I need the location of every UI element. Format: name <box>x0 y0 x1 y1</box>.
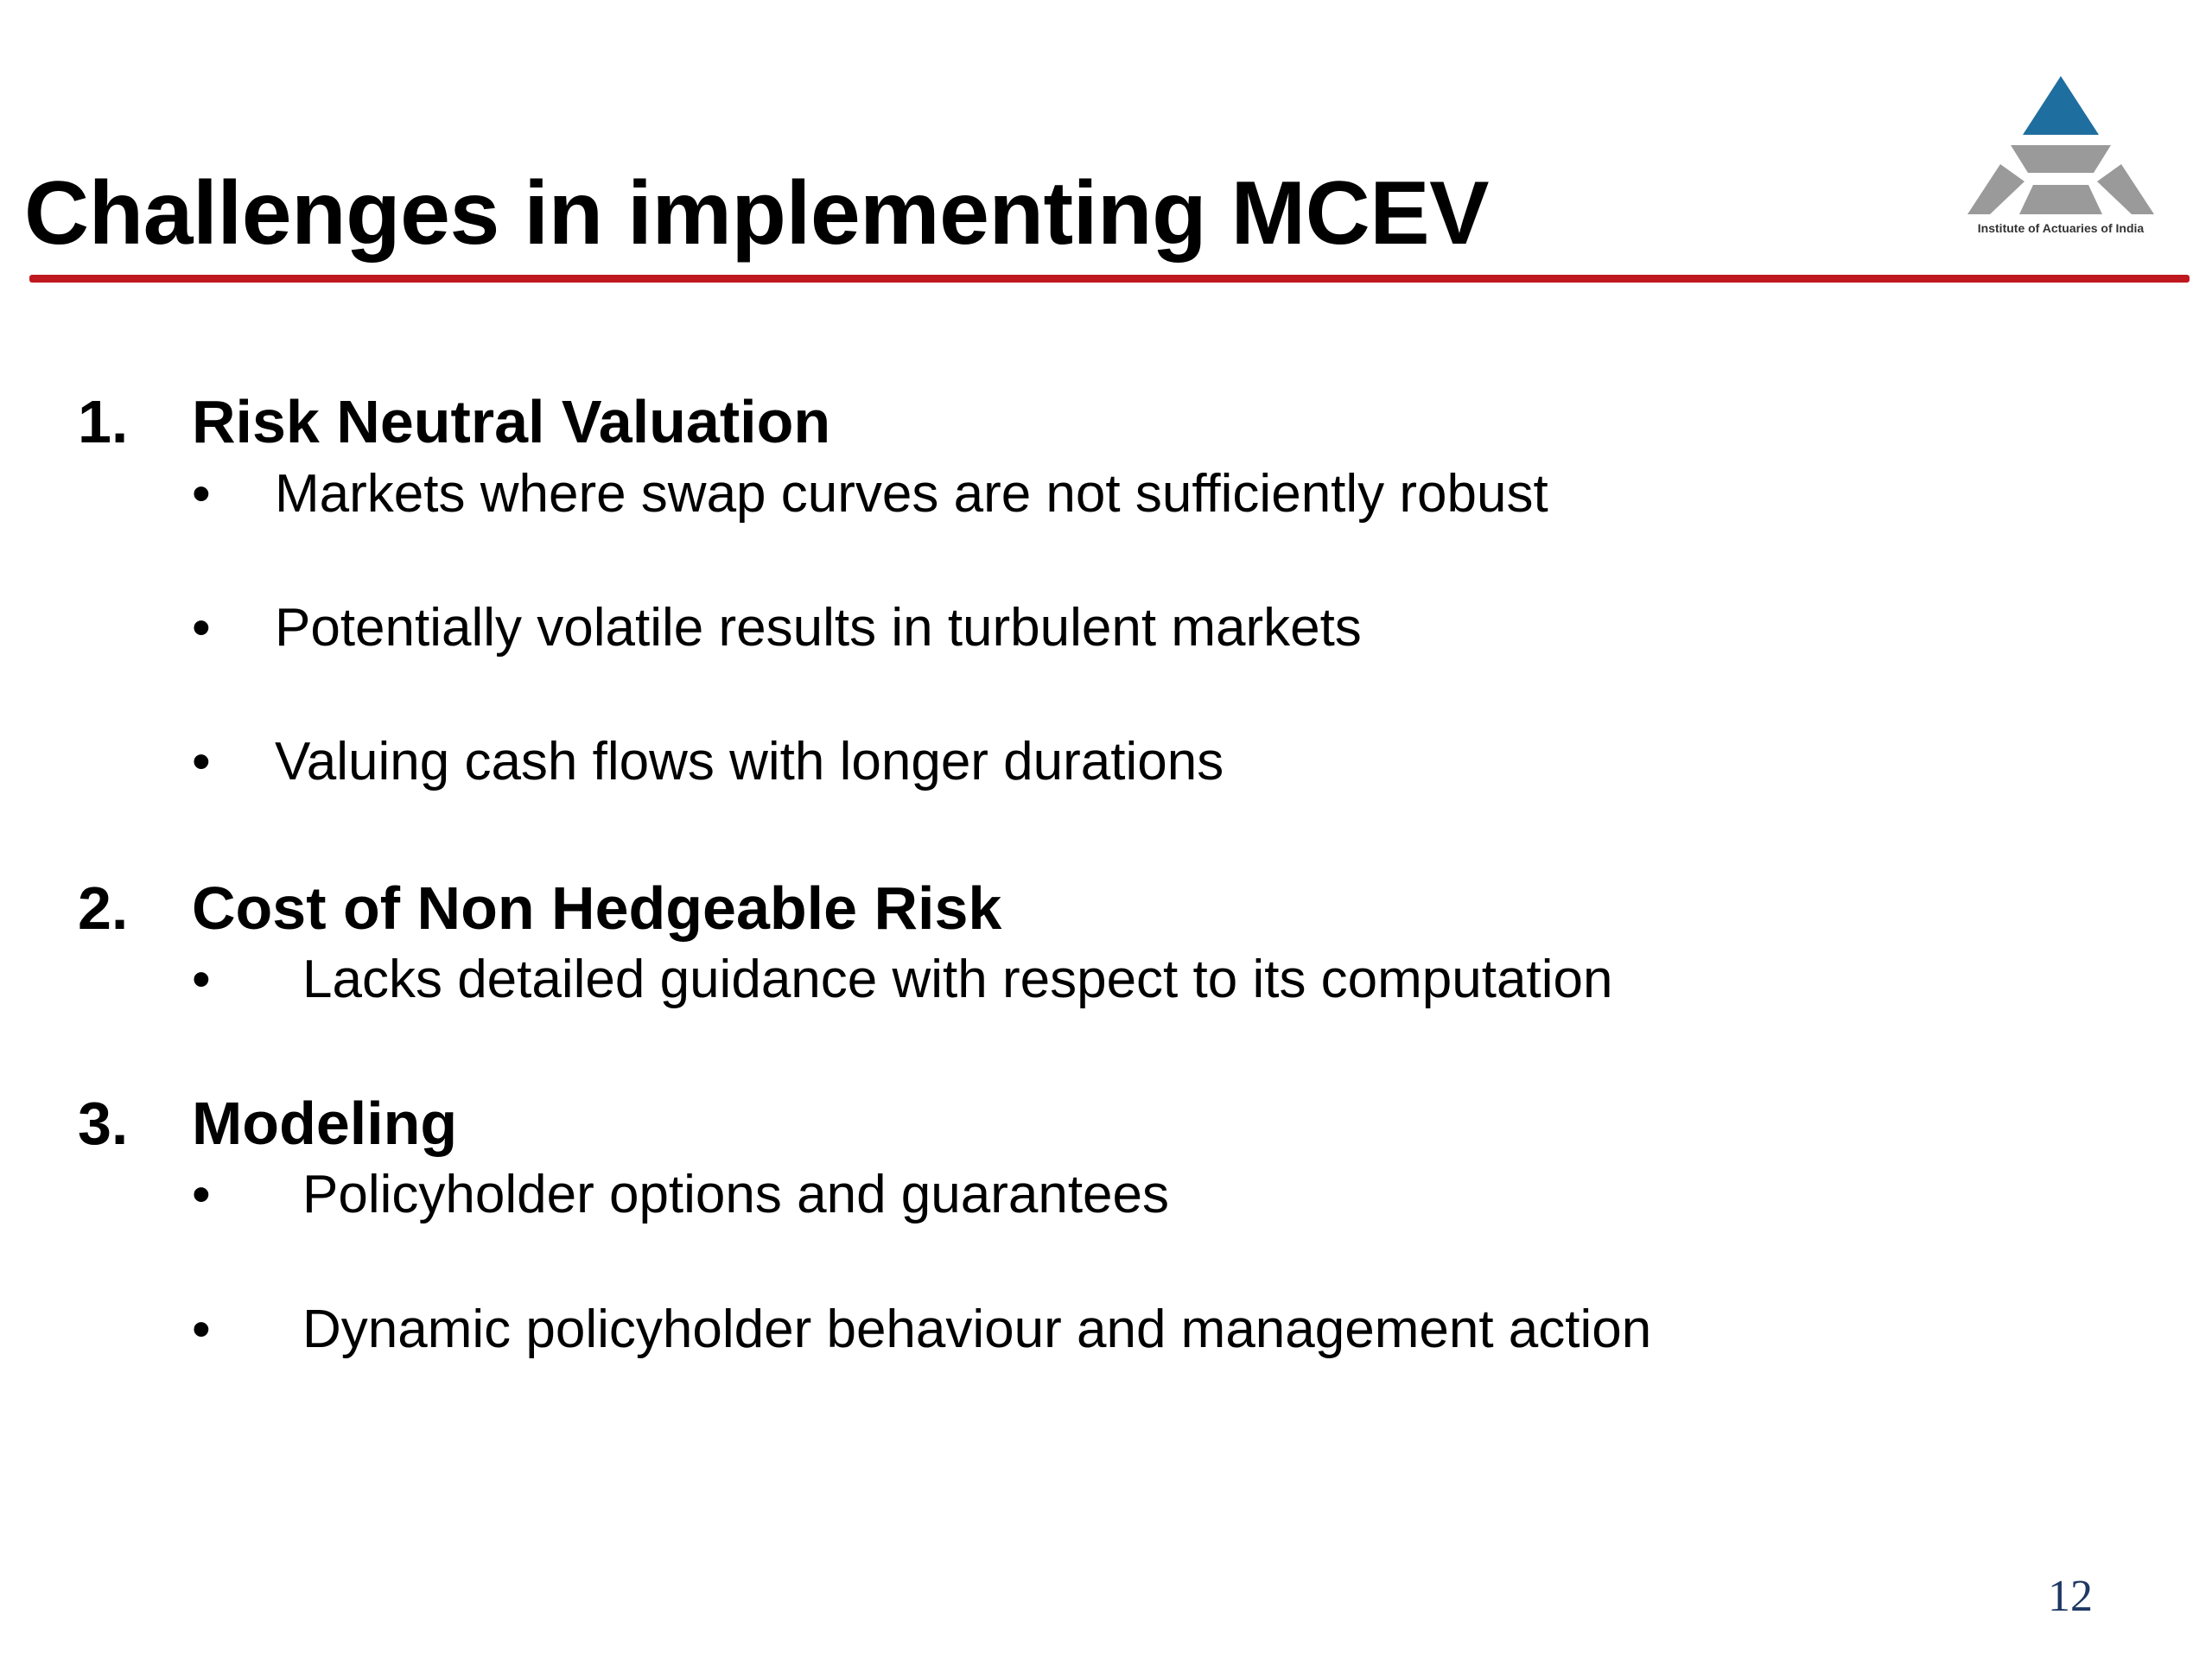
bullet-item <box>192 1164 1169 1225</box>
page-number: 12 <box>2048 1572 2093 1621</box>
bullet-icon: • <box>192 950 211 1009</box>
bullet-item <box>192 597 1362 658</box>
section-title: Cost of Non Hedgeable Risk <box>192 874 1002 942</box>
bullet-icon: • <box>192 464 211 524</box>
bullet-icon: • <box>192 598 211 658</box>
bullet-text: Valuing cash flows with longer durations <box>275 732 1224 791</box>
bullet-text: Potentially volatile results in turbulent markets <box>275 598 1362 658</box>
section-number: 2. <box>78 874 129 942</box>
bullet-text: Lacks detailed guidance with respect to its computation <box>302 950 1613 1009</box>
bullet-item <box>192 731 1224 792</box>
bullet-item <box>192 463 1548 524</box>
logo-caption: Institute of Actuaries of India <box>1977 221 2145 235</box>
bullet-text: Dynamic policyholder behaviour and management action <box>302 1300 1652 1359</box>
bullet-icon: • <box>192 1300 211 1359</box>
bullet-icon: • <box>192 1165 211 1224</box>
bullet-text: Markets where swap curves are not sufficiently robust <box>275 464 1548 524</box>
bullet-item <box>192 949 1612 1010</box>
section-title: Modeling <box>192 1090 458 1157</box>
slide-title: Challenges in implementing MCEV <box>24 163 1489 264</box>
bullet-icon: • <box>192 732 211 791</box>
section-number: 1. <box>78 388 129 455</box>
section-number: 3. <box>78 1090 129 1157</box>
section-title: Risk Neutral Valuation <box>192 388 831 455</box>
bullet-item <box>192 1299 1651 1360</box>
section-heading-1 <box>78 387 830 457</box>
section-heading-3 <box>78 1089 457 1159</box>
section-heading-2 <box>78 874 1001 944</box>
title-divider <box>29 275 2190 283</box>
logo-triangle-icon <box>1966 69 2156 225</box>
institute-logo <box>1948 69 2173 251</box>
bullet-text: Policyholder options and guarantees <box>302 1165 1170 1224</box>
